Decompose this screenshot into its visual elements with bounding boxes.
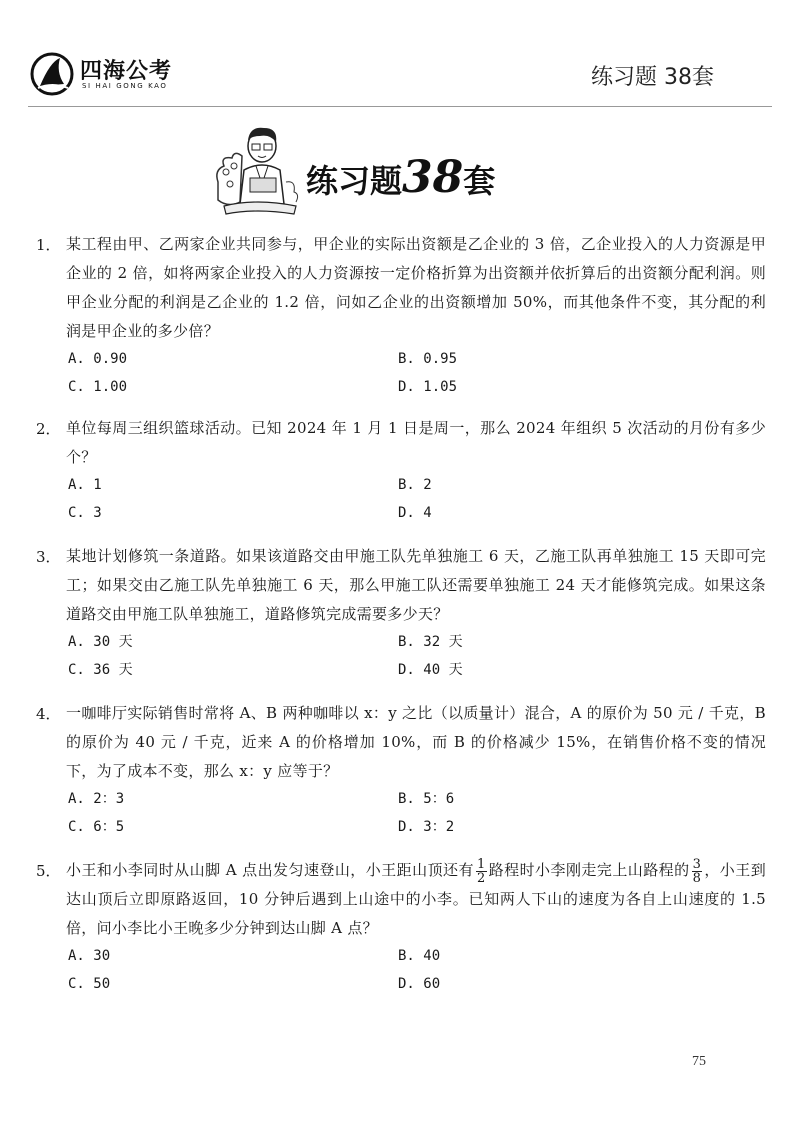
question-text-part: 路程时小李刚走完上山路程的 <box>488 861 690 879</box>
option-d[interactable]: D. 40 天 <box>398 662 463 678</box>
option-a[interactable]: A. 1 <box>68 477 102 493</box>
question-number: 4． <box>36 705 61 723</box>
question-text: 某地计划修筑一条道路。如果该道路交由甲施工队先单独施工 6 天，乙施工队再单独施工 15 天即可完工；如果交由乙施工队先单独施工 6 天，那么甲施工队还需要单独施工 24 天才能修筑完成。如果这条道路交由甲施工队单独施工，道路修筑完成需要多少天？ <box>66 547 766 623</box>
main-title-prefix: 练习题 <box>306 162 403 200</box>
option-b[interactable]: B. 32 天 <box>398 634 463 650</box>
option-d[interactable]: D. 1.05 <box>398 379 458 395</box>
option-a[interactable]: A. 30 <box>68 948 111 964</box>
question-number: 2． <box>36 420 61 438</box>
question-3 <box>36 542 766 687</box>
option-a[interactable]: A. 30 天 <box>68 634 133 650</box>
option-list <box>68 629 766 687</box>
main-title-number: 38 <box>402 152 464 203</box>
fraction-one-half <box>476 858 487 885</box>
page-header <box>0 0 800 110</box>
fraction-denominator: 2 <box>476 870 486 886</box>
question-number: 1． <box>36 236 61 254</box>
main-title <box>306 152 495 203</box>
main-title-suffix: 套 <box>463 162 496 200</box>
question-text: 一咖啡厅实际销售时常将 A、B 两种咖啡以 x：y 之比（以质量计）混合，A 的原价为 50 元 / 千克，B 的原价为 40 元 / 千克，近来 A 的价格增加 10%，而 B 的价格减少 15%，在销售价格不变的情况下，为了成本不变，那么 x：y 应等于？ <box>66 704 766 780</box>
question-list <box>36 230 766 1015</box>
question-5 <box>36 856 766 1001</box>
option-c[interactable]: C. 3 <box>68 505 102 521</box>
fraction-numerator: 3 <box>692 856 702 872</box>
option-list <box>68 786 766 844</box>
header-divider <box>28 106 772 107</box>
teacher-mascot-icon <box>210 122 302 218</box>
publisher-logo <box>30 52 210 98</box>
option-b[interactable]: B. 5：6 <box>398 791 455 807</box>
option-d[interactable]: D. 60 <box>398 976 441 992</box>
option-d[interactable]: D. 4 <box>398 505 432 521</box>
option-c[interactable]: C. 50 <box>68 976 111 992</box>
title-banner <box>210 122 530 222</box>
question-4 <box>36 699 766 844</box>
option-b[interactable]: B. 2 <box>398 477 432 493</box>
question-number: 5． <box>36 862 61 880</box>
question-text <box>66 856 766 943</box>
question-number: 3． <box>36 548 61 566</box>
question-text-part: ，小王到达山顶后立即原路返回，10 分钟后遇到上山途中的小李。已知两人下山的速度为各自上山速度的 1.5 倍，问小李比小王晚多少分钟到达山脚 A 点？ <box>66 861 767 937</box>
option-c[interactable]: C. 36 天 <box>68 662 133 678</box>
fraction-denominator: 8 <box>692 870 702 886</box>
option-list <box>68 472 766 530</box>
option-list <box>68 943 766 1001</box>
logo-english-text: SI HAI GONG KAO <box>82 82 168 90</box>
option-b[interactable]: B. 40 <box>398 948 441 964</box>
option-b[interactable]: B. 0.95 <box>398 351 458 367</box>
question-2 <box>36 414 766 530</box>
option-list <box>68 346 766 404</box>
question-text: 某工程由甲、乙两家企业共同参与，甲企业的实际出资额是乙企业的 3 倍，乙企业投入的人力资源是甲企业的 2 倍，如将两家企业投入的人力资源按一定价格折算为出资额并依折算后的出资额分配利润。则甲企业分配的利润是乙企业的 1.2 倍，问如乙企业的出资额增加 50%，而其他条件不变，其分配的利润是甲企业的多少倍？ <box>66 235 766 340</box>
option-c[interactable]: C. 1.00 <box>68 379 128 395</box>
page-number: 75 <box>692 1054 706 1069</box>
option-c[interactable]: C. 6：5 <box>68 819 125 835</box>
question-1 <box>36 230 766 404</box>
question-text: 单位每周三组织篮球活动。已知 2024 年 1 月 1 日是周一，那么 2024 年组织 5 次活动的月份有多少个？ <box>66 419 766 466</box>
option-d[interactable]: D. 3：2 <box>398 819 455 835</box>
option-a[interactable]: A. 2：3 <box>68 791 125 807</box>
sail-logo-icon <box>30 52 74 96</box>
option-a[interactable]: A. 0.90 <box>68 351 128 367</box>
fraction-numerator: 1 <box>476 856 486 872</box>
question-text-part: 小王和小李同时从山脚 A 点出发匀速登山，小王距山顶还有 <box>66 861 474 879</box>
logo-chinese-text: 四海公考 <box>80 59 173 84</box>
header-title: 练习题 38套 <box>591 65 714 90</box>
fraction-three-eighths <box>692 858 703 885</box>
